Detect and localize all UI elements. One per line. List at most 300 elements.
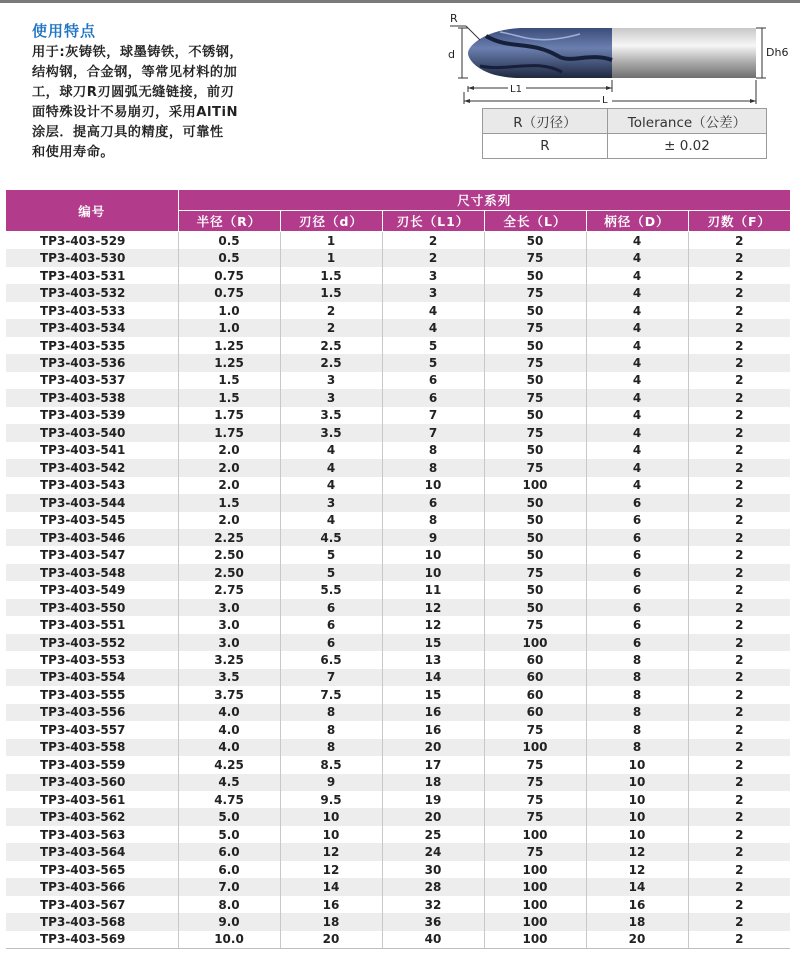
table-cell: 2 <box>688 739 790 756</box>
table-cell: 5 <box>280 564 382 581</box>
table-cell: 12 <box>586 861 688 878</box>
table-cell: 75 <box>484 319 586 336</box>
table-cell: 2 <box>688 512 790 529</box>
tolerance-header-cell: Tolerance（公差） <box>608 109 767 134</box>
table-cell: 2 <box>688 896 790 913</box>
tolerance-table <box>482 108 767 159</box>
table-cell: 75 <box>484 756 586 773</box>
table-cell: 1.75 <box>178 424 280 441</box>
table-cell: 20 <box>586 931 688 949</box>
table-cell: 8 <box>586 651 688 668</box>
table-cell: 16 <box>382 704 484 721</box>
table-cell: 3.5 <box>280 407 382 424</box>
table-row <box>6 651 790 668</box>
table-cell: 4 <box>586 424 688 441</box>
table-row <box>6 232 790 250</box>
table-cell: 4 <box>586 354 688 371</box>
table-row <box>6 808 790 825</box>
table-cell: 2 <box>688 808 790 825</box>
table-cell: 2 <box>280 319 382 336</box>
table-cell: 2 <box>688 686 790 703</box>
table-cell: 8.5 <box>280 756 382 773</box>
table-cell: 4.5 <box>178 774 280 791</box>
table-cell: 0.75 <box>178 267 280 284</box>
table-cell: 75 <box>484 354 586 371</box>
table-cell: 2 <box>688 721 790 738</box>
usage-line: 工，球刀R刃圆弧无缝链接，前刃 <box>32 85 235 100</box>
table-cell: 14 <box>280 878 382 895</box>
product-code-cell: TP3-403-554 <box>6 669 178 686</box>
table-cell: 4 <box>586 337 688 354</box>
usage-line: 面特殊设计不易崩刃，采用AlTiN <box>32 105 239 120</box>
table-cell: 5.0 <box>178 826 280 843</box>
table-row <box>6 599 790 616</box>
product-code-cell: TP3-403-541 <box>6 442 178 459</box>
table-cell: 2 <box>688 529 790 546</box>
tolerance-header-row <box>483 109 767 134</box>
usage-section <box>32 20 332 163</box>
table-cell: 2 <box>688 337 790 354</box>
table-cell: 14 <box>586 878 688 895</box>
table-cell: 2 <box>688 459 790 476</box>
table-cell: 15 <box>382 634 484 651</box>
table-row <box>6 704 790 721</box>
table-cell: 4 <box>586 249 688 266</box>
table-cell: 6 <box>586 616 688 633</box>
table-cell: 4 <box>586 267 688 284</box>
table-row <box>6 546 790 563</box>
table-cell: 2 <box>688 424 790 441</box>
table-cell: 2.0 <box>178 512 280 529</box>
table-cell: 100 <box>484 861 586 878</box>
table-row <box>6 424 790 441</box>
table-cell: 2 <box>688 407 790 424</box>
spec-header-row <box>6 190 790 211</box>
table-cell: 100 <box>484 931 586 949</box>
label-d: d <box>448 48 455 61</box>
spec-table-body <box>6 232 790 949</box>
column-header: 柄径（D） <box>586 211 688 232</box>
table-cell: 4 <box>280 512 382 529</box>
table-cell: 2 <box>688 616 790 633</box>
table-cell: 50 <box>484 442 586 459</box>
table-cell: 50 <box>484 337 586 354</box>
table-cell: 10 <box>586 791 688 808</box>
table-cell: 75 <box>484 249 586 266</box>
table-cell: 7 <box>280 669 382 686</box>
table-cell: 1.25 <box>178 337 280 354</box>
table-cell: 17 <box>382 756 484 773</box>
table-cell: 5.0 <box>178 808 280 825</box>
table-cell: 2 <box>688 843 790 860</box>
table-cell: 100 <box>484 896 586 913</box>
table-cell: 6 <box>586 512 688 529</box>
table-cell: 5 <box>382 337 484 354</box>
table-cell: 12 <box>586 843 688 860</box>
table-cell: 18 <box>586 913 688 930</box>
table-cell: 2 <box>688 477 790 494</box>
table-row <box>6 389 790 406</box>
table-row <box>6 931 790 949</box>
product-code-cell: TP3-403-534 <box>6 319 178 336</box>
table-cell: 2.50 <box>178 564 280 581</box>
table-cell: 18 <box>382 774 484 791</box>
table-cell: 2.75 <box>178 581 280 598</box>
usage-line: 用于:灰铸铁，球墨铸铁，不锈钢， <box>32 45 244 60</box>
table-cell: 100 <box>484 477 586 494</box>
table-cell: 16 <box>280 896 382 913</box>
table-cell: 4 <box>280 477 382 494</box>
table-row <box>6 249 790 266</box>
table-cell: 2 <box>688 861 790 878</box>
table-cell: 2 <box>688 284 790 301</box>
table-row <box>6 878 790 895</box>
table-cell: 1.5 <box>280 284 382 301</box>
table-cell: 3 <box>280 494 382 511</box>
table-cell: 9.0 <box>178 913 280 930</box>
table-cell: 2 <box>688 546 790 563</box>
r-leader <box>466 26 480 40</box>
product-code-cell: TP3-403-531 <box>6 267 178 284</box>
table-cell: 4 <box>586 284 688 301</box>
table-cell: 32 <box>382 896 484 913</box>
product-code-cell: TP3-403-558 <box>6 739 178 756</box>
table-row <box>6 826 790 843</box>
table-cell: 14 <box>382 669 484 686</box>
table-cell: 20 <box>280 931 382 949</box>
table-cell: 20 <box>382 739 484 756</box>
table-cell: 75 <box>484 389 586 406</box>
table-cell: 3 <box>382 267 484 284</box>
arrow <box>464 99 470 103</box>
table-cell: 8 <box>586 669 688 686</box>
table-cell: 8 <box>382 442 484 459</box>
table-cell: 4 <box>586 389 688 406</box>
table-cell: 40 <box>382 931 484 949</box>
code-header: 编号 <box>6 190 178 232</box>
product-code-cell: TP3-403-564 <box>6 843 178 860</box>
table-cell: 2 <box>382 232 484 250</box>
product-code-cell: TP3-403-568 <box>6 913 178 930</box>
table-cell: 2 <box>688 634 790 651</box>
table-cell: 60 <box>484 704 586 721</box>
table-cell: 6 <box>280 616 382 633</box>
table-cell: 2 <box>688 704 790 721</box>
table-row <box>6 459 790 476</box>
table-cell: 4 <box>586 477 688 494</box>
coated-body <box>520 28 612 78</box>
label-r: R <box>450 12 458 25</box>
arrow <box>606 86 612 90</box>
table-cell: 6 <box>586 599 688 616</box>
table-cell: 1.25 <box>178 354 280 371</box>
table-cell: 6 <box>586 581 688 598</box>
table-cell: 20 <box>382 808 484 825</box>
product-code-cell: TP3-403-552 <box>6 634 178 651</box>
table-cell: 8 <box>586 686 688 703</box>
table-cell: 2 <box>688 931 790 949</box>
product-code-cell: TP3-403-529 <box>6 232 178 250</box>
table-cell: 4 <box>586 442 688 459</box>
table-row <box>6 861 790 878</box>
table-cell: 2 <box>688 564 790 581</box>
product-code-cell: TP3-403-548 <box>6 564 178 581</box>
table-cell: 50 <box>484 599 586 616</box>
table-cell: 4.0 <box>178 739 280 756</box>
table-cell: 2 <box>688 599 790 616</box>
table-cell: 8 <box>586 739 688 756</box>
ball-end-mill-diagram <box>440 6 800 106</box>
table-row <box>6 843 790 860</box>
table-cell: 12 <box>382 616 484 633</box>
table-cell: 8 <box>586 704 688 721</box>
table-cell: 0.5 <box>178 249 280 266</box>
table-cell: 10 <box>280 826 382 843</box>
table-cell: 8 <box>280 704 382 721</box>
table-cell: 3 <box>280 372 382 389</box>
product-code-cell: TP3-403-538 <box>6 389 178 406</box>
table-cell: 16 <box>586 896 688 913</box>
product-code-cell: TP3-403-539 <box>6 407 178 424</box>
table-cell: 4 <box>586 372 688 389</box>
table-cell: 16 <box>382 721 484 738</box>
group-header: 尺寸系列 <box>178 190 790 211</box>
table-cell: 4 <box>382 319 484 336</box>
table-cell: 4 <box>586 407 688 424</box>
product-code-cell: TP3-403-536 <box>6 354 178 371</box>
product-code-cell: TP3-403-557 <box>6 721 178 738</box>
table-row <box>6 372 790 389</box>
table-cell: 2.50 <box>178 546 280 563</box>
product-code-cell: TP3-403-561 <box>6 791 178 808</box>
table-cell: 3.5 <box>178 669 280 686</box>
label-l: L <box>602 95 608 106</box>
end-mill-drawing <box>440 6 800 106</box>
table-cell: 50 <box>484 407 586 424</box>
table-cell: 4 <box>586 459 688 476</box>
table-cell: 2.0 <box>178 477 280 494</box>
table-cell: 6 <box>280 634 382 651</box>
table-cell: 6.0 <box>178 843 280 860</box>
table-cell: 2 <box>688 249 790 266</box>
table-cell: 12 <box>280 861 382 878</box>
product-code-cell: TP3-403-567 <box>6 896 178 913</box>
table-cell: 75 <box>484 424 586 441</box>
table-cell: 4 <box>586 319 688 336</box>
table-cell: 8 <box>586 721 688 738</box>
table-cell: 75 <box>484 721 586 738</box>
table-cell: 4.5 <box>280 529 382 546</box>
product-code-cell: TP3-403-546 <box>6 529 178 546</box>
product-code-cell: TP3-403-535 <box>6 337 178 354</box>
table-cell: 75 <box>484 459 586 476</box>
table-cell: 2 <box>688 302 790 319</box>
table-cell: 9 <box>280 774 382 791</box>
table-cell: 25 <box>382 826 484 843</box>
product-code-cell: TP3-403-556 <box>6 704 178 721</box>
table-cell: 2 <box>688 581 790 598</box>
table-cell: 100 <box>484 634 586 651</box>
product-code-cell: TP3-403-550 <box>6 599 178 616</box>
table-cell: 13 <box>382 651 484 668</box>
table-row <box>6 477 790 494</box>
table-cell: 50 <box>484 529 586 546</box>
table-cell: 9.5 <box>280 791 382 808</box>
column-header: 刃长（L1） <box>382 211 484 232</box>
table-cell: 24 <box>382 843 484 860</box>
product-code-cell: TP3-403-555 <box>6 686 178 703</box>
table-row <box>6 739 790 756</box>
table-cell: 4 <box>280 459 382 476</box>
usage-title: 使用特点 <box>32 22 97 40</box>
tolerance-row <box>483 134 767 159</box>
table-cell: 0.75 <box>178 284 280 301</box>
table-cell: 2 <box>688 669 790 686</box>
arrow <box>750 99 756 103</box>
column-header: 刃径（d） <box>280 211 382 232</box>
table-cell: 1 <box>280 249 382 266</box>
table-cell: 2 <box>688 826 790 843</box>
top-divider <box>0 0 800 3</box>
table-cell: 10 <box>586 774 688 791</box>
product-code-cell: TP3-403-569 <box>6 931 178 949</box>
table-cell: 1.5 <box>280 267 382 284</box>
table-cell: 1 <box>280 232 382 250</box>
product-code-cell: TP3-403-532 <box>6 284 178 301</box>
table-cell: 1.0 <box>178 302 280 319</box>
table-cell: 4 <box>382 302 484 319</box>
table-cell: 6 <box>586 634 688 651</box>
product-code-cell: TP3-403-543 <box>6 477 178 494</box>
table-cell: 2.5 <box>280 337 382 354</box>
table-cell: 6 <box>382 372 484 389</box>
shank <box>608 28 756 78</box>
table-cell: 75 <box>484 564 586 581</box>
table-row <box>6 669 790 686</box>
table-cell: 12 <box>382 599 484 616</box>
usage-line: 和使用寿命。 <box>32 145 115 160</box>
table-cell: 19 <box>382 791 484 808</box>
table-cell: 7.5 <box>280 686 382 703</box>
table-cell: 2.5 <box>280 354 382 371</box>
product-code-cell: TP3-403-544 <box>6 494 178 511</box>
table-cell: 1.75 <box>178 407 280 424</box>
table-cell: 6 <box>586 494 688 511</box>
table-cell: 3.0 <box>178 634 280 651</box>
table-cell: 3.75 <box>178 686 280 703</box>
table-cell: 75 <box>484 616 586 633</box>
tolerance-cell: R <box>483 134 608 159</box>
table-cell: 11 <box>382 581 484 598</box>
product-code-cell: TP3-403-553 <box>6 651 178 668</box>
table-cell: 50 <box>484 546 586 563</box>
table-cell: 2 <box>688 913 790 930</box>
table-cell: 2 <box>382 249 484 266</box>
table-cell: 2 <box>688 389 790 406</box>
table-row <box>6 616 790 633</box>
table-cell: 4 <box>280 442 382 459</box>
table-cell: 75 <box>484 774 586 791</box>
table-cell: 2 <box>688 791 790 808</box>
table-row <box>6 791 790 808</box>
table-row <box>6 564 790 581</box>
table-row <box>6 686 790 703</box>
table-cell: 10.0 <box>178 931 280 949</box>
tolerance-header-cell: R（刃径） <box>483 109 608 134</box>
table-cell: 75 <box>484 284 586 301</box>
table-cell: 9 <box>382 529 484 546</box>
table-cell: 1.0 <box>178 319 280 336</box>
table-cell: 5.5 <box>280 581 382 598</box>
table-row <box>6 774 790 791</box>
table-cell: 4 <box>586 232 688 250</box>
table-cell: 100 <box>484 739 586 756</box>
spec-table <box>6 190 790 949</box>
table-cell: 4.0 <box>178 721 280 738</box>
table-cell: 60 <box>484 651 586 668</box>
table-row <box>6 512 790 529</box>
table-cell: 10 <box>382 564 484 581</box>
table-cell: 2.0 <box>178 459 280 476</box>
label-dh6: Dh6 <box>766 46 789 59</box>
table-row <box>6 407 790 424</box>
table-cell: 50 <box>484 267 586 284</box>
product-code-cell: TP3-403-537 <box>6 372 178 389</box>
table-cell: 18 <box>280 913 382 930</box>
tolerance-cell: ± 0.02 <box>608 134 767 159</box>
table-row <box>6 913 790 930</box>
table-cell: 4.75 <box>178 791 280 808</box>
table-cell: 50 <box>484 302 586 319</box>
product-code-cell: TP3-403-551 <box>6 616 178 633</box>
table-cell: 6 <box>586 564 688 581</box>
table-cell: 100 <box>484 826 586 843</box>
table-cell: 8 <box>280 721 382 738</box>
table-cell: 6 <box>382 389 484 406</box>
table-cell: 2 <box>688 651 790 668</box>
table-row <box>6 267 790 284</box>
usage-line: 结构钢，合金钢，等常见材料的加 <box>32 65 238 80</box>
table-cell: 6 <box>586 546 688 563</box>
table-row <box>6 756 790 773</box>
table-cell: 75 <box>484 791 586 808</box>
product-code-cell: TP3-403-562 <box>6 808 178 825</box>
table-cell: 6.0 <box>178 861 280 878</box>
table-cell: 5 <box>382 354 484 371</box>
table-cell: 7.0 <box>178 878 280 895</box>
table-cell: 12 <box>280 843 382 860</box>
table-row <box>6 581 790 598</box>
table-cell: 100 <box>484 878 586 895</box>
table-cell: 10 <box>586 808 688 825</box>
label-l1: L1 <box>510 84 522 95</box>
table-row <box>6 721 790 738</box>
table-row <box>6 529 790 546</box>
table-cell: 3 <box>382 284 484 301</box>
table-cell: 6 <box>280 599 382 616</box>
table-cell: 2 <box>688 494 790 511</box>
table-cell: 4.25 <box>178 756 280 773</box>
table-cell: 60 <box>484 686 586 703</box>
table-row <box>6 319 790 336</box>
table-row <box>6 337 790 354</box>
table-cell: 2 <box>688 319 790 336</box>
table-cell: 6.5 <box>280 651 382 668</box>
table-row <box>6 354 790 371</box>
product-code-cell: TP3-403-563 <box>6 826 178 843</box>
table-cell: 75 <box>484 808 586 825</box>
table-row <box>6 896 790 913</box>
